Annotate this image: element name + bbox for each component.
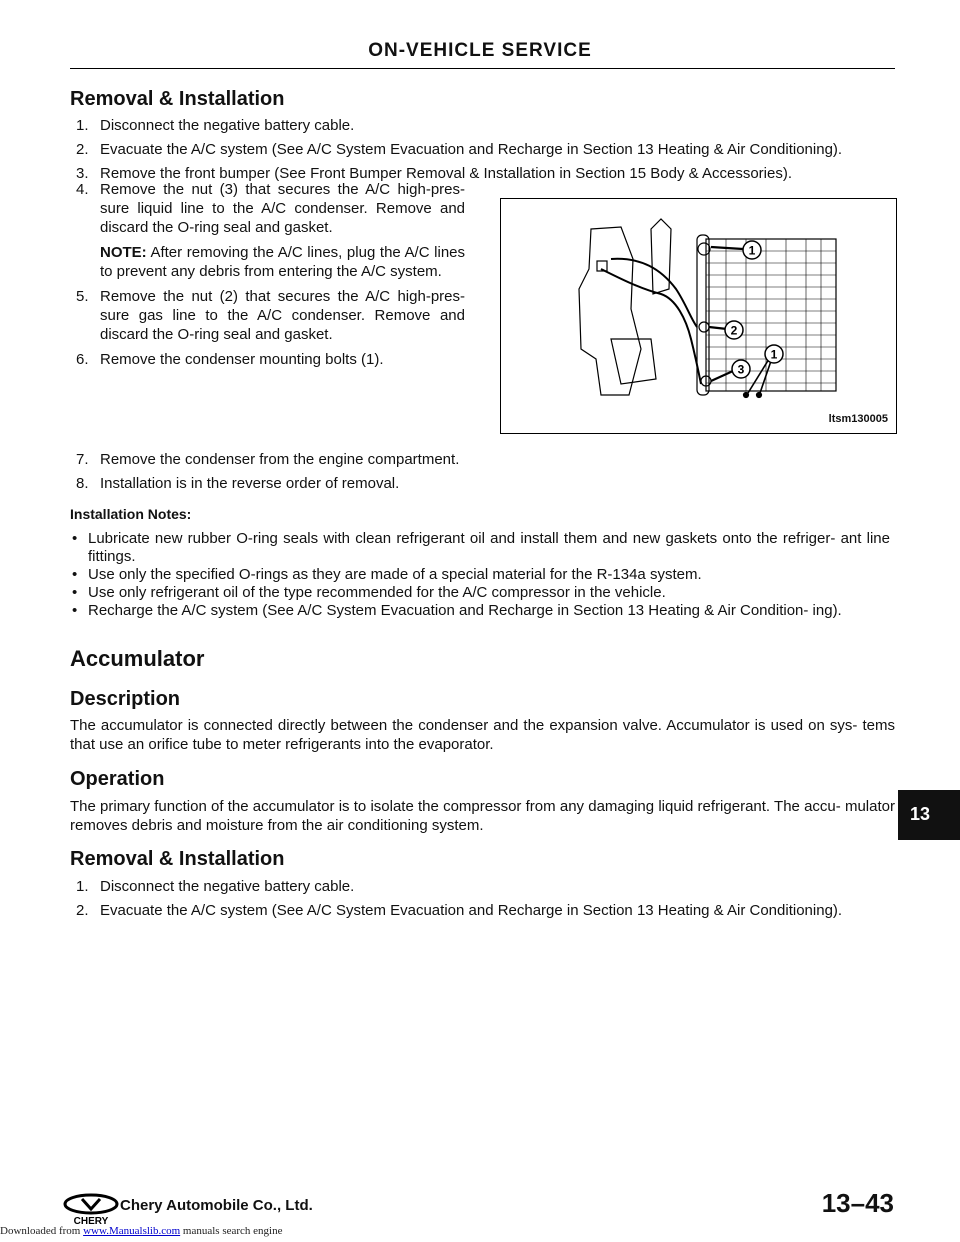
step-num: 1.: [76, 117, 89, 134]
callouts: [725, 241, 783, 378]
note-label: NOTE:: [100, 244, 147, 261]
callout-label-2: 2: [730, 323, 738, 338]
install-note-text: Use only refrigerant oil of the type recommended for the A/C compressor in the vehicle.: [88, 584, 666, 601]
bullet-icon: •: [72, 566, 78, 583]
condenser-fins: [706, 239, 836, 391]
acc-step-2: [70, 901, 895, 920]
page-number: 13–43: [821, 1188, 894, 1218]
section-title-operation: Operation: [70, 768, 165, 790]
operation-text: The primary function of the accumulator is to isolate the compressor from any damaging liquid refrigerant. The accu- mulator removes debris and moisture from the air conditioning system.: [70, 798, 895, 834]
section-title-removal: Removal & Installation: [70, 88, 285, 110]
removal-steps-final: [70, 450, 895, 493]
install-note-text: Use only the specified O-rings as they are made of a special material for the R-134a system.: [88, 566, 702, 583]
removal-steps-full: [70, 116, 895, 183]
bullet-icon: •: [72, 584, 78, 601]
bullet-icon: •: [72, 602, 78, 619]
step-num: 2.: [76, 141, 89, 158]
condenser-illustration: [501, 199, 896, 433]
mount-bolt-upper: [698, 243, 710, 255]
callout-label-1b: 1: [770, 347, 778, 362]
step-4: [70, 180, 465, 281]
step-num: 8.: [76, 475, 89, 492]
description-text: The accumulator is connected directly between the condenser and the expansion valve. Accumulator is used on sys- tems that use an orifice tube to meter refrigerants into the evaporator.: [70, 717, 895, 753]
leader-1a: [711, 247, 743, 249]
step-text: Disconnect the negative battery cable.: [100, 878, 355, 895]
condenser-core: [706, 239, 836, 391]
chery-logo-text: CHERY: [73, 1216, 109, 1226]
step-5: [70, 287, 465, 344]
step-num: 4.: [76, 181, 89, 198]
step-1: [70, 116, 895, 135]
leader-2: [709, 327, 727, 329]
step-num: 5.: [76, 288, 89, 305]
section-title-accumulator: Accumulator: [70, 646, 205, 671]
note-text: After removing the A/C lines, plug the A/C lines to prevent any debris from entering the A/C system.: [100, 244, 466, 280]
manualslib-link[interactable]: www.Manualslib.com: [83, 1225, 181, 1237]
gas-line-nut: [699, 322, 709, 332]
install-note: [70, 584, 890, 602]
section-title-accumulator-removal: Removal & Installation: [70, 848, 285, 870]
bullet-icon: •: [72, 530, 78, 547]
step-num: 6.: [76, 351, 89, 368]
header-divider: [70, 68, 895, 69]
step-text: Disconnect the negative battery cable.: [100, 117, 355, 134]
step-num: 7.: [76, 451, 89, 468]
installation-notes-list: [70, 530, 890, 620]
step-8: [70, 474, 895, 493]
step-text: Remove the nut (3) that secures the A/C high-pres- sure liquid line to the A/C condenser. Remove and discard the O-ring seal and gasket.: [100, 181, 465, 236]
callout-label-3: 3: [737, 362, 745, 377]
step-text: Remove the front bumper (See Front Bumper Removal & Installation in Section 15 Body & Accessories).: [100, 165, 792, 182]
download-note: [0, 1225, 282, 1237]
step-text: Remove the condenser mounting bolts (1).: [100, 351, 384, 368]
section-tab: [898, 790, 960, 840]
step-2: [70, 140, 895, 159]
removal-steps-narrow: [70, 180, 465, 369]
installation-notes-title: Installation Notes:: [70, 506, 192, 522]
step-text: Installation is in the reverse order of removal.: [100, 475, 400, 492]
figure-code: ltsm130005: [828, 413, 888, 425]
download-suffix: manuals search engine: [182, 1225, 283, 1237]
step-7: [70, 450, 895, 469]
step-6: [70, 350, 465, 369]
callout-label-1a: 1: [748, 243, 756, 258]
section-title-description: Description: [70, 688, 181, 710]
page-header-title: ON-VEHICLE SERVICE: [368, 40, 592, 61]
download-prefix: Downloaded from: [0, 1225, 81, 1237]
footer-brand: Chery Automobile Co., Ltd.: [120, 1197, 313, 1214]
leader-3: [711, 371, 733, 381]
install-note: [70, 602, 890, 620]
step-text: Evacuate the A/C system (See A/C System Evacuation and Recharge in Section 13 Heating & Air Conditioning).: [100, 141, 843, 158]
step-text: Remove the condenser from the engine compartment.: [100, 451, 460, 468]
upper-bracket: [651, 219, 671, 294]
note: [100, 243, 465, 281]
condenser-figure: [500, 198, 897, 434]
install-note: [70, 530, 890, 566]
accumulator-steps: [70, 877, 895, 920]
mount-bolt-lower-a: [744, 393, 749, 398]
step-text: Evacuate the A/C system (See A/C System Evacuation and Recharge in Section 13 Heating & Air Conditioning).: [100, 902, 843, 919]
chery-logo: [62, 1192, 120, 1226]
frame-bracket: [579, 227, 641, 395]
install-note: [70, 566, 890, 584]
acc-step-1: [70, 877, 895, 896]
step-num: 2.: [76, 902, 89, 919]
step-num: 3.: [76, 165, 89, 182]
step-num: 1.: [76, 878, 89, 895]
install-note-text: Recharge the A/C system (See A/C System Evacuation and Recharge in Section 13 Heating & Air Condition- ing).: [88, 602, 842, 619]
section-tab-label: 13: [910, 804, 931, 824]
refrigerant-line-a: [601, 269, 701, 384]
install-note-text: Lubricate new rubber O-ring seals with clean refrigerant oil and install them and new gaskets onto the refriger- ant line fittings.: [88, 530, 890, 565]
step-text: Remove the nut (2) that secures the A/C high-pres- sure gas line to the A/C condenser. Remove and discard the O-ring seal and gasket.: [100, 288, 465, 343]
